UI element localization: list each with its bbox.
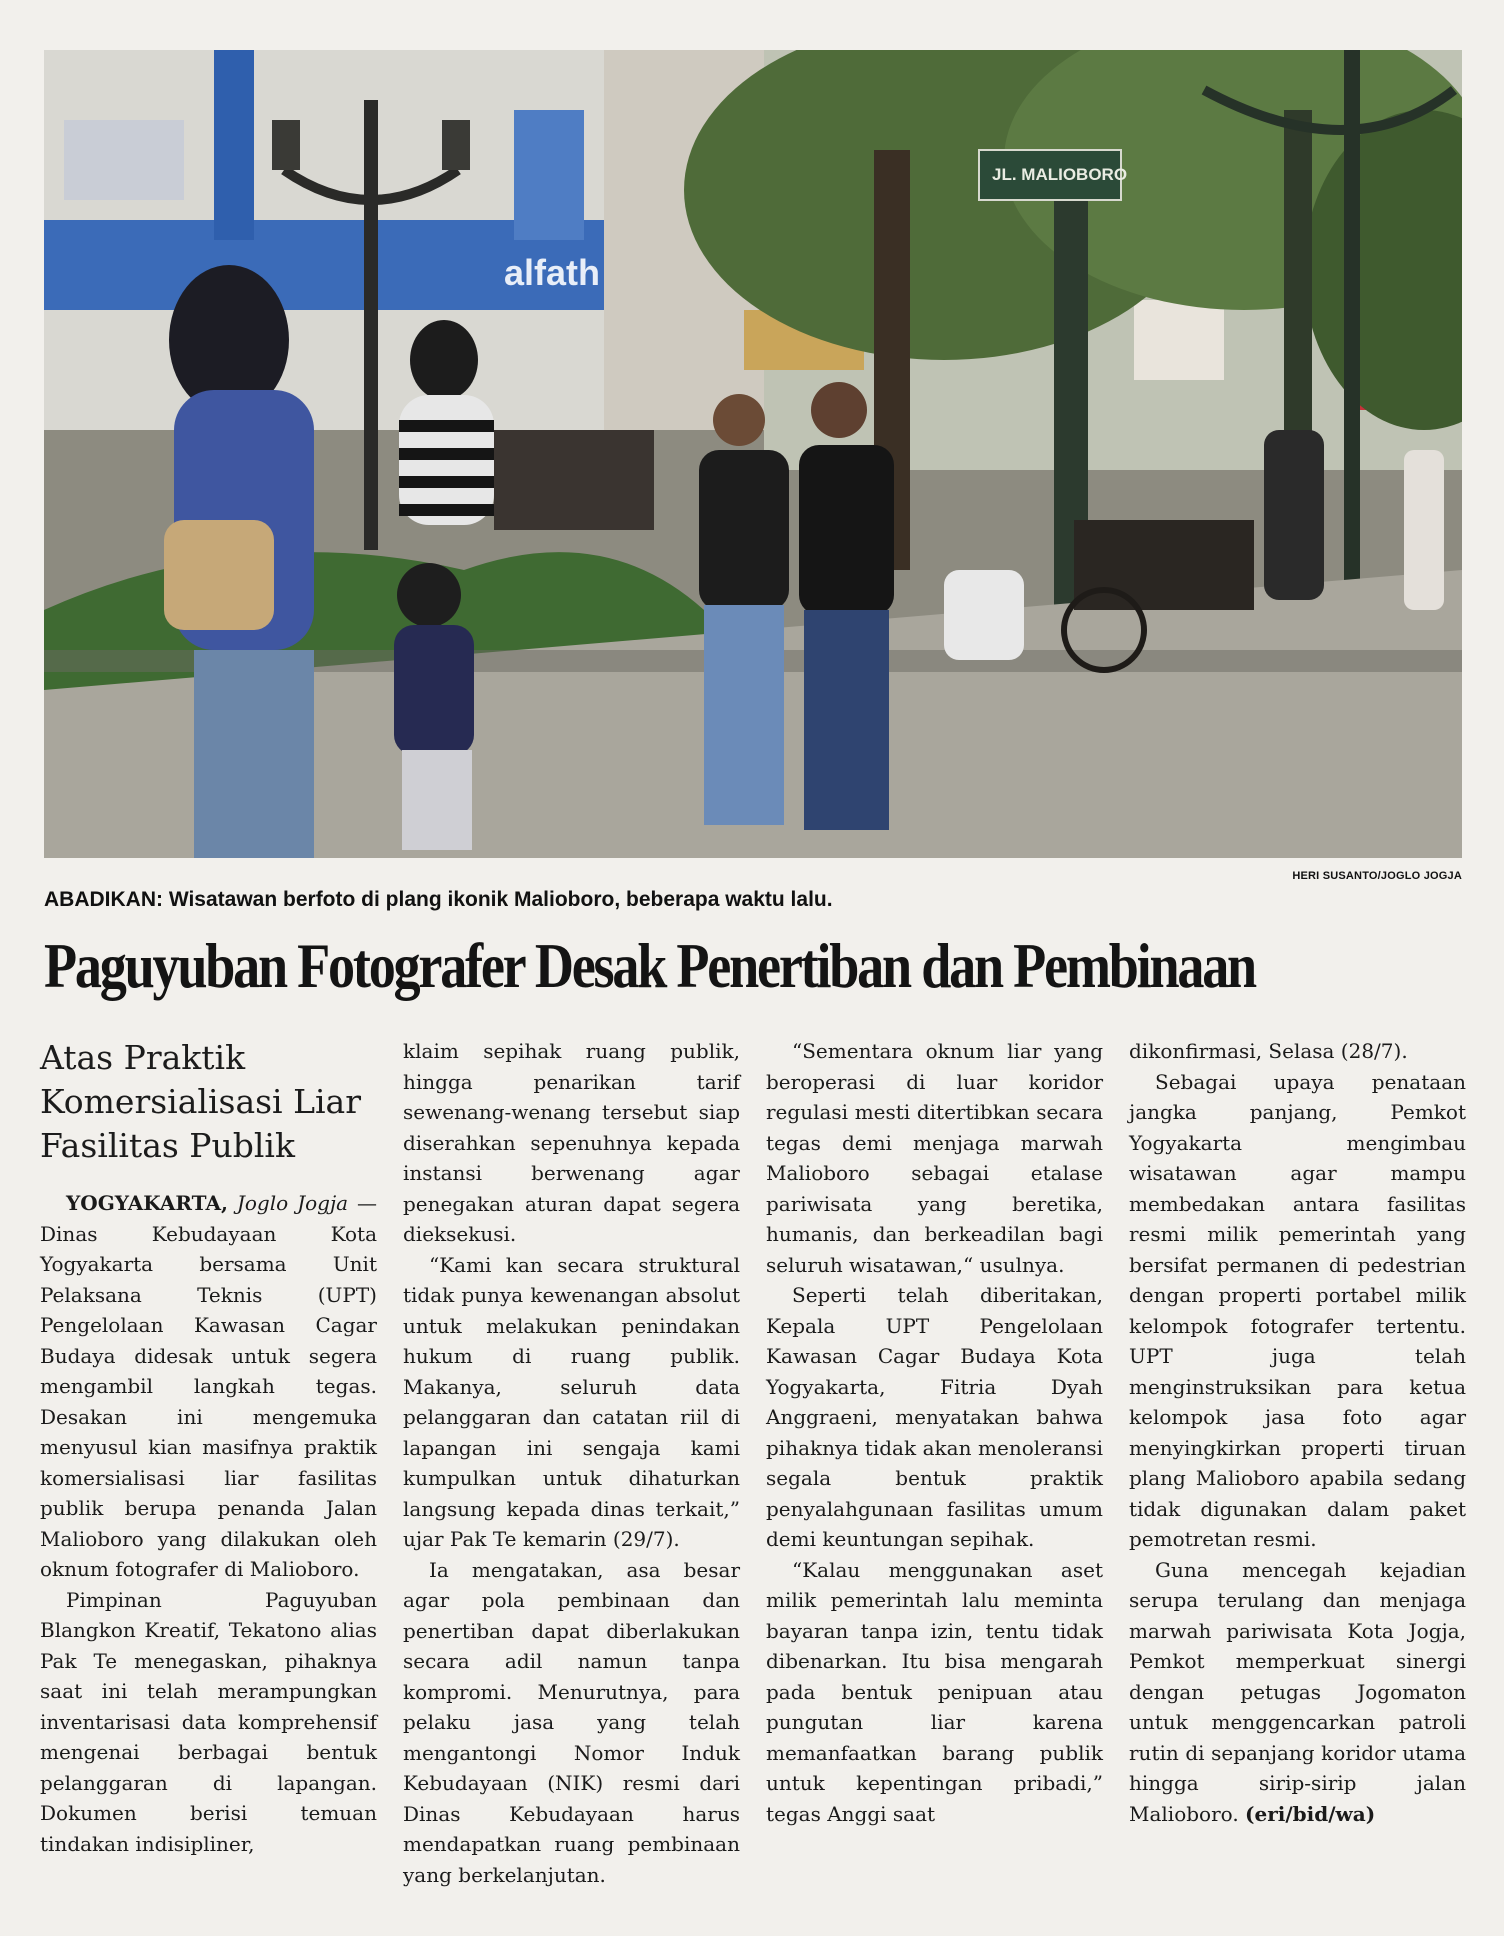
headline: Paguyuban Fotografer Desak Penertiban dan Pembinaan: [44, 931, 1255, 1001]
news-photo: [44, 50, 1462, 858]
column-1: [40, 1036, 377, 1916]
store-sign-text: alfath: [504, 252, 601, 293]
article-body: [40, 1036, 1466, 1916]
column-4: [1129, 1036, 1466, 1916]
paragraph-5: Ia mengatakan, asa besar agar pola pembinaan dan penertiban dapat diberlakukan secara adil namun tanpa kompromi. Menurutnya, para pelaku jasa yang telah mengantongi Nomor Induk Kebudayaan (NIK) resmi dari Dinas Kebudayaan harus mendapatkan ruang pembinaan yang berkelanjutan.: [403, 1557, 740, 1887]
paragraph-9: dikonfirmasi, Selasa (28/7).: [1129, 1039, 1408, 1063]
paragraph-11: [1129, 1555, 1466, 1830]
byline: (eri/bid/wa): [1245, 1801, 1376, 1826]
paragraph-8: “Kalau menggunakan aset milik pemerintah lalu meminta bayaran tanpa izin, tentu tidak dibenarkan. Itu bisa mengarah pada bentuk penipuan atau pungutan liar karena memanfaatkan barang publik untuk kepentingan pribadi,” tegas Anggi saat: [766, 1557, 1103, 1826]
photo-credit: HERI SUSANTO/JOGLO JOGJA: [1292, 870, 1462, 882]
paragraph-4: “Kami kan secara struktural tidak punya kewenangan absolut untuk melakukan penindakan hukum di ruang publik. Makanya, seluruh data pelanggaran dan catatan riil di lapangan ini sengaja kami kumpulkan untuk dihaturkan langsung kepada dinas terkait,” ujar Pak Te kemarin (29/7).: [403, 1252, 740, 1551]
column-2: [403, 1036, 740, 1916]
paragraph-1-text: — Dinas Kebudayaan Kota Yogyakarta bersama Unit Pelaksana Teknis (UPT) Pengelolaan Kawasan Cagar Budaya didesak untuk segera mengambil langkah tegas. Desakan ini mengemuka menyusul kian masifnya praktik komersialisasi liar fasilitas publik berupa penanda Jalan Malioboro yang dilakukan oleh oknum fotografer di Malioboro.: [40, 1191, 377, 1581]
caption-text: Wisatawan berfoto di plang ikonik Malioboro, beberapa waktu lalu.: [163, 888, 833, 911]
dateline: YOGYAKARTA,: [66, 1191, 228, 1215]
paragraph-7: Seperti telah diberitakan, Kepala UPT Pengelolaan Kawasan Cagar Budaya Kota Yogyakarta, Fitria Dyah Anggraeni, menyatakan bahwa pihaknya tidak akan menoleransi segala bentuk praktik penyalahgunaan fasilitas umum demi keuntungan sepihak.: [766, 1283, 1103, 1551]
source-label: Joglo Jogja: [236, 1191, 349, 1215]
paragraph-3: klaim sepihak ruang publik, hingga penarikan tarif sewenang-wenang tersebut siap diserahkan sepenuhnya kepada instansi berwenang agar penegakan aturan dapat segera dieksekusi.: [403, 1039, 740, 1246]
street-sign-text: JL. MALIOBORO: [992, 165, 1128, 184]
caption-label: ABADIKAN:: [44, 888, 163, 911]
paragraph-6: “Sementara oknum liar yang beroperasi di luar koridor regulasi mesti ditertibkan secara tegas demi menjaga marwah Malioboro sebagai etalase pariwisata yang beretika, humanis, dan berkeadilan bagi seluruh wisatawan,“ usulnya.: [766, 1039, 1103, 1277]
paragraph-2: Pimpinan Paguyuban Blangkon Kreatif, Tekatono alias Pak Te menegaskan, pihaknya saat ini telah merampungkan inventarisasi data komprehensif mengenai berbagai bentuk pelanggaran di lapangan. Dokumen berisi temuan tindakan indisipliner,: [40, 1587, 377, 1856]
paragraph-1: [40, 1188, 377, 1585]
photo-caption: [44, 888, 1244, 912]
paragraph-11-text: Guna mencegah kejadian serupa terulang dan menjaga marwah pariwisata Kota Jogja, Pemkot memperkuat sinergi dengan petugas Jogomaton untuk menggencarkan patroli rutin di sepanjang koridor utama hingga sirip-sirip jalan Malioboro.: [1129, 1557, 1466, 1826]
column-3: [766, 1036, 1103, 1916]
paragraph-10: Sebagai upaya penataan jangka panjang, Pemkot Yogyakarta mengimbau wisatawan agar mampu membedakan antara fasilitas resmi milik pemerintah yang bersifat permanen di pedestrian dengan properti portabel milik kelompok fotografer tertentu. UPT juga telah menginstruksikan para ketua kelompok jasa foto agar menyingkirkan properti tiruan plang Malioboro apabila sedang tidak digunakan dalam paket pemotretan resmi.: [1129, 1069, 1466, 1551]
photo-illustration: [44, 50, 1462, 858]
subheadline: Atas Praktik Komersialisasi Liar Fasilitas Publik: [40, 1038, 362, 1165]
